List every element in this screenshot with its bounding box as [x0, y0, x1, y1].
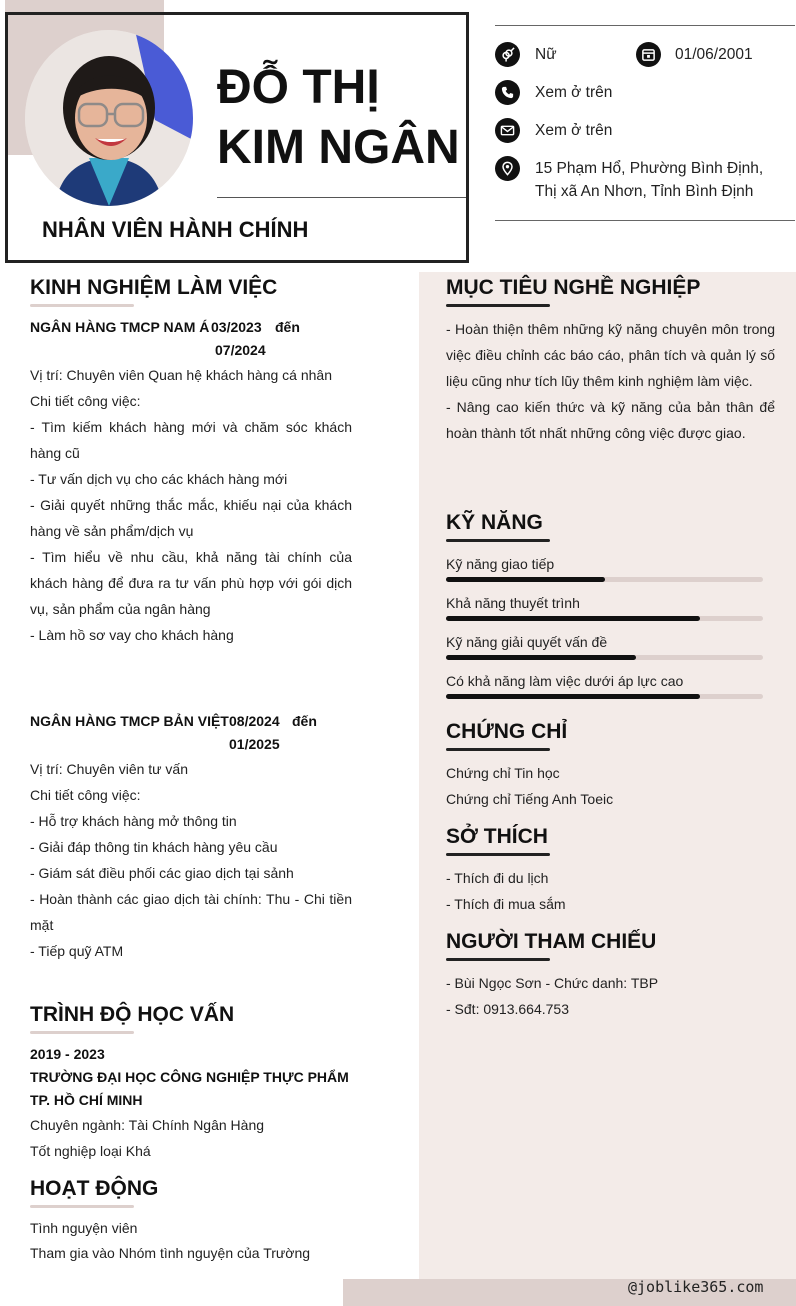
skill-bar-fill [446, 616, 700, 621]
education-grade: Tốt nghiệp loại Khá [30, 1143, 151, 1159]
job-1-duty: - Tìm hiểu về nhu cầu, khả năng tài chính của khách hàng để đưa ra tư vấn phù hợp với gói dịch vụ, sản phẩm của ngân hàng [30, 549, 352, 617]
email-icon [495, 118, 520, 143]
birthdate-value: 01/06/2001 [675, 46, 753, 63]
job-1-duty: - Tìm kiếm khách hàng mới và chăm sóc khách hàng cũ [30, 419, 352, 461]
skill-label: Có khả năng làm việc dưới áp lực cao [446, 673, 684, 689]
references-heading-underline [446, 958, 550, 961]
certificates-heading-underline [446, 748, 550, 751]
job-2-duty: - Giám sát điều phối các giao dịch tại sảnh [30, 865, 294, 881]
job-2-duty: - Hoàn thành các giao dịch tài chính: Thu - Chi tiền mặt [30, 891, 352, 933]
certificates-heading: CHỨNG CHỈ [446, 720, 568, 743]
reference-item: - Bùi Ngọc Sơn - Chức danh: TBP [446, 975, 659, 991]
job-1-duty: - Giải quyết những thắc mắc, khiếu nại của khách hàng về sản phẩm/dịch vụ [30, 497, 352, 539]
job-1-duty: - Làm hồ sơ vay cho khách hàng [30, 627, 234, 643]
phone-value: Xem ở trên [535, 84, 613, 101]
contact-divider-top [495, 25, 795, 26]
reference-item: - Sđt: 0913.664.753 [446, 1001, 569, 1017]
job-2-duty: - Tiếp quỹ ATM [30, 943, 124, 959]
certificate-item: Chứng chỉ Tiếng Anh Toeic [446, 791, 614, 807]
skills-heading: KỸ NĂNG [446, 511, 543, 534]
experience-heading-underline [30, 304, 134, 307]
job-1-date-to-word: đến [275, 319, 300, 335]
name-divider [217, 197, 466, 198]
job-2-date-from: 08/2024 [229, 713, 280, 729]
footer-watermark: @joblike365.com [628, 1278, 764, 1296]
activities-heading: HOẠT ĐỘNG [30, 1177, 159, 1200]
skill-bar-track [446, 616, 763, 621]
job-1-date-from: 03/2023 [211, 319, 262, 335]
skill-bar-track [446, 577, 763, 582]
job-1-duty: - Tư vấn dịch vụ cho các khách hàng mới [30, 471, 288, 487]
address-value [535, 157, 763, 203]
job-2-duty: - Giải đáp thông tin khách hàng yêu cầu [30, 839, 278, 855]
skill-label: Khả năng thuyết trình [446, 595, 580, 611]
skill-bar-fill [446, 655, 636, 660]
job-1-details-label: Chi tiết công việc: [30, 393, 141, 409]
skill-bar-fill [446, 694, 700, 699]
skill-bar-track [446, 655, 763, 660]
job-2-date-to: 01/2025 [229, 736, 280, 752]
job-title: NHÂN VIÊN HÀNH CHÍNH [42, 217, 309, 242]
activity-item: Tình nguyện viên [30, 1220, 138, 1236]
skill-bar-fill [446, 577, 605, 582]
education-heading: TRÌNH ĐỘ HỌC VẤN [30, 1003, 235, 1026]
activity-item: Tham gia vào Nhóm tình nguyện của Trường [30, 1245, 311, 1261]
hobby-item: - Thích đi mua sắm [446, 896, 566, 912]
objective-heading-underline [446, 304, 550, 307]
experience-heading: KINH NGHIỆM LÀM VIỆC [30, 276, 278, 299]
objective-paragraph: - Nâng cao kiến thức và kỹ năng của bản thân để hoàn thành tốt nhất những công việc được giao. [446, 399, 775, 441]
calendar-icon [636, 42, 661, 67]
skill-bar-track [446, 694, 763, 699]
name-line-1: ĐỖ THỊ [217, 61, 380, 114]
address-line-2: Thị xã An Nhơn, Tỉnh Bình Định [535, 183, 754, 200]
education-heading-underline [30, 1031, 134, 1034]
email-value: Xem ở trên [535, 122, 613, 139]
name-line-2: KIM NGÂN [217, 121, 460, 174]
job-2-position: Vị trí: Chuyên viên tư vấn [30, 761, 188, 777]
education-years: 2019 - 2023 [30, 1046, 105, 1062]
job-2-duty: - Hỗ trợ khách hàng mở thông tin [30, 813, 237, 829]
certificate-item: Chứng chỉ Tin học [446, 765, 560, 781]
avatar-portrait [25, 30, 193, 206]
skill-label: Kỹ năng giải quyết vấn đề [446, 634, 608, 650]
phone-icon [495, 80, 520, 105]
job-2-date-to-word: đến [292, 713, 317, 729]
address-line-1: 15 Phạm Hổ, Phường Bình Định, [535, 160, 764, 177]
objective-heading: MỤC TIÊU NGHỀ NGHIỆP [446, 276, 701, 299]
job-2-details-label: Chi tiết công việc: [30, 787, 141, 803]
contact-divider-bottom [495, 220, 795, 221]
education-school: TRƯỜNG ĐẠI HỌC CÔNG NGHIỆP THỰC PHẨM TP. HỒ CHÍ MINH [30, 1069, 349, 1108]
gender-value: Nữ [535, 46, 557, 63]
job-1-position: Vị trí: Chuyên viên Quan hệ khách hàng cá nhân [30, 367, 332, 383]
skill-label: Kỹ năng giao tiếp [446, 556, 555, 572]
candidate-name [217, 58, 467, 178]
job-1-company: NGÂN HÀNG TMCP NAM Á [30, 319, 210, 335]
objective-paragraph: - Hoàn thiện thêm những kỹ năng chuyên môn trong việc điều chỉnh các báo cáo, phân tích và quản lý số liệu cũng như tích lũy thêm kinh nghiệm làm việc. [446, 321, 775, 389]
references-heading: NGƯỜI THAM CHIẾU [446, 930, 657, 953]
location-icon [495, 156, 520, 181]
job-2-company: NGÂN HÀNG TMCP BẢN VIỆT [30, 713, 229, 729]
gender-icon [495, 42, 520, 67]
skills-heading-underline [446, 539, 550, 542]
job-1-date-to: 07/2024 [215, 342, 266, 358]
hobbies-heading: SỞ THÍCH [446, 825, 548, 848]
hobbies-heading-underline [446, 853, 550, 856]
education-major: Chuyên ngành: Tài Chính Ngân Hàng [30, 1117, 265, 1133]
hobby-item: - Thích đi du lịch [446, 870, 549, 886]
avatar [25, 30, 193, 206]
activities-heading-underline [30, 1205, 134, 1208]
